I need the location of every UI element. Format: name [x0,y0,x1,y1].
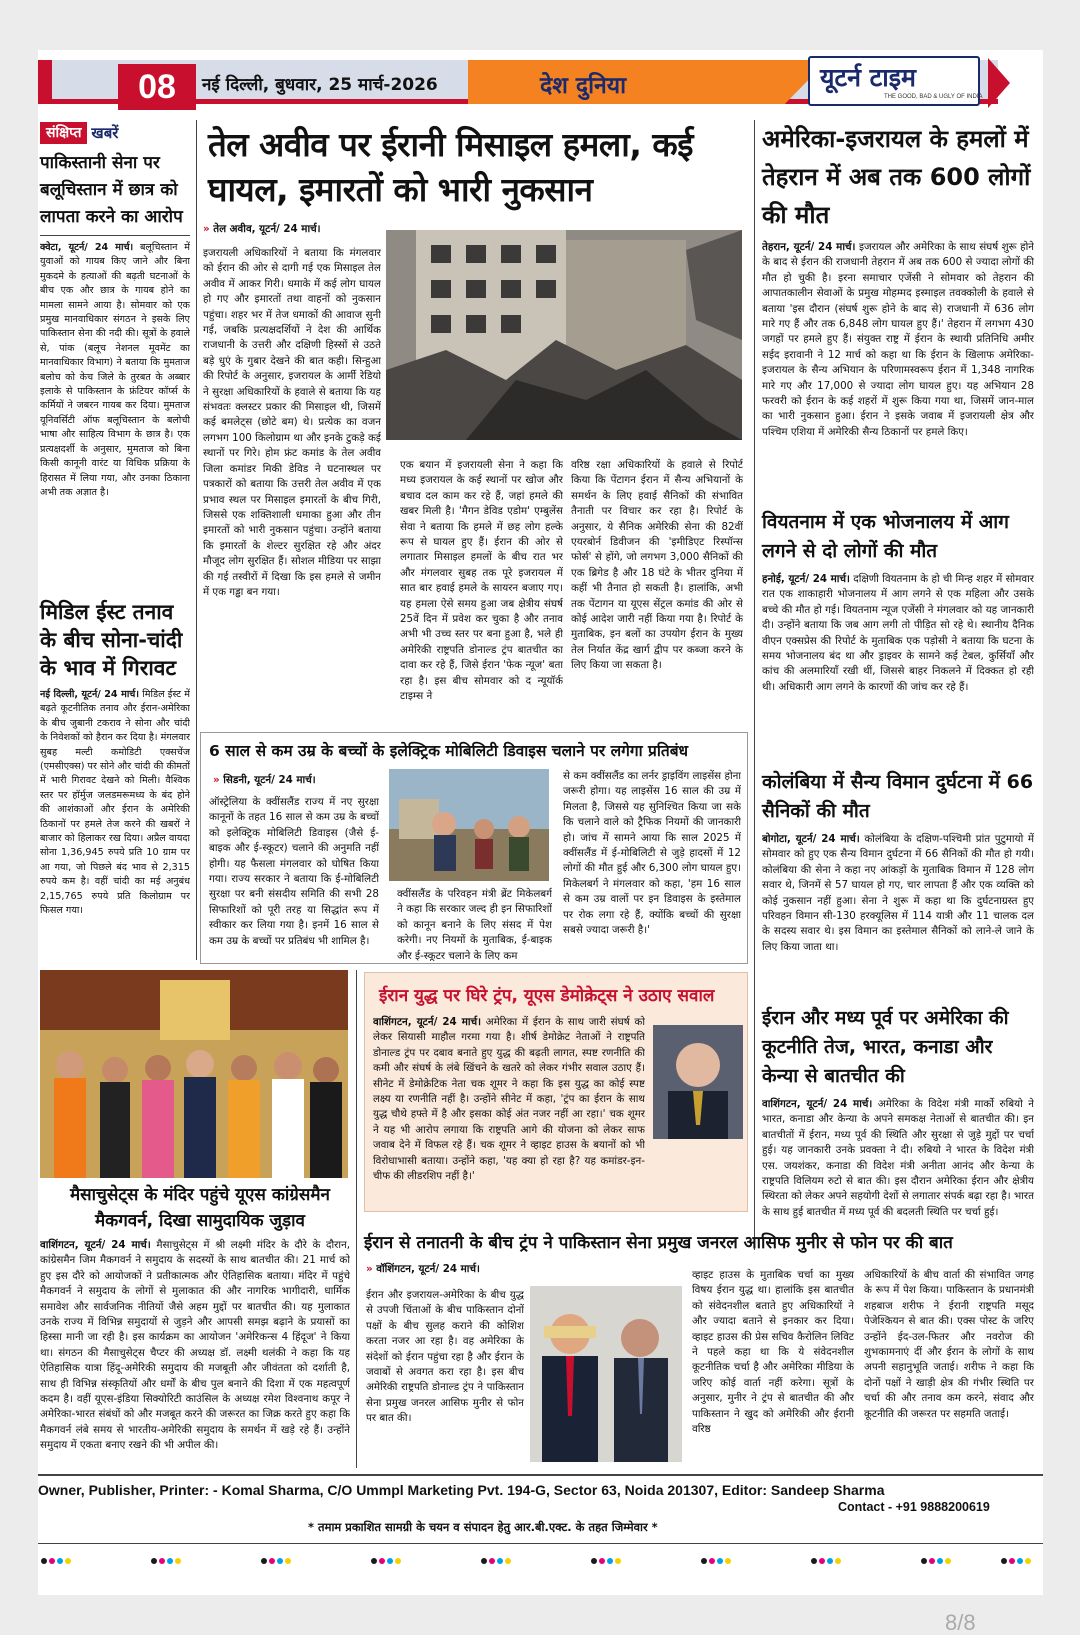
photo-children-ebike [389,769,549,881]
munir-column-2: व्हाइट हाउस के मुताबिक चर्चा का मुख्य विषय ईरान युद्ध था। हालांकि इस बातचीत को संवेदनशील बताते हुए अधिकारियों ने और ज्यादा बताने से इनकार कर दिया। व्हाइट हाउस की प्रेस सचिव कैरोलिन लिविट ने पहले कहा था कि ये संवेदनशील कूटनीतिक चर्चा है और अमेरिका मीडिया के जरिए कोई वार्ता नहीं करेगा। सूत्रों के अनुसार, मुनीर ने ट्रंप से बातचीत की और पाकिस्तान ने खुद को अमेरिकी और ईरानी वरिष्ठ [692,1269,854,1436]
lead-column-2: एक बयान में इजरायली सेना ने कहा कि मध्य इजरायल के कई स्थानों पर खोज और बचाव दल काम कर रहे हैं, जहां हमले की खबर मिली है। 'मैगन डेविड एडोम' एम्बुलेंस सेवा ने बताया कि हमले में छह लोग हल्के रूप से घायल हुए हैं। ईरान की ओर से लगातार मिसाइल हमलों के बीच रात भर और मंगलवार सुबह तक पूरे इजरायल में सात बार हवाई हमले के सायरन बजाए गए। यह हमला ऐसे समय हुआ जब क्षेत्रीय संघर्ष 25वें दिन में प्रवेश कर चुका है और तनाव अभी भी उच्च स्तर पर बना हुआ है, भले ही अमेरिकी राष्ट्रपति डोनाल्ड ट्रंप बातचीत का दावा कर रहे हैं, जिसे ईरान 'फेक न्यूज' बता रहा है। इस बीच सोमवार को द न्यूयॉर्क टाइम्स ने [400,459,563,703]
newspaper-page [38,50,1043,1595]
lead-column-3: वरिष्ठ रक्षा अधिकारियों के हवाले से रिपोर्ट किया कि पेंटागन ईरान में सैन्य अभियानों के समर्थन के लिए हवाई सैनिकों की संभावित तैनाती पर विचार कर रहा है। रिपोर्ट के अनुसार, ये सैनिक अमेरिकी सेना की 82वीं एयरबोर्न डिवीजन की 'इमीडिएट रिस्पॉन्स फोर्स' से होंगे, जो लगभग 3,000 सैनिकों की एक ब्रिगेड है और 18 घंटे के भीतर दुनिया में कहीं भी तैनात हो सकती है। हालांकि, अभी तक पेंटागन या यूएस सेंट्रल कमांड की ओर से कोई आदेश जारी नहीं किया गया है। रिपोर्ट के मुताबिक, इन बलों का उपयोग ईरान के मुख्य तेल निर्यात केंद्र खार्ग द्वीप पर कब्जा करने के लिए किया जा सकता है। [571,459,743,672]
registration-marks [38,1555,1043,1567]
story-box-schumer [364,972,748,1212]
header-section-band [468,60,828,104]
temple-byline: वाशिंगटन, यूटर्न/ 24 मार्च। [40,1239,151,1251]
temple-text: मैसाचुसेट्स में श्री लक्ष्मी मंदिर के दौरे के दौरान, कांग्रेसमैन जिम मैकगवर्न ने समुदाय के सदस्यों के साथ बातचीत की। 21 मार्च को हुए इस दौरे को आयोजकों ने प्रतीकात्मक और ऐतिहासिक बताया। मंदिर में पहुंचे मैकगवर्न ने समुदाय के लोगों से मुलाकात की और नागरिक भागीदारी, धार्मिक समावेश और सार्वजनिक नीतियों जैसे अहम मुद्दों पर बातचीत की। यह मुलाकात उनके राज्य में विभिन्न समुदायों से जुड़ने और आपसी समझ बढ़ाने के प्रयासों का हिस्सा मानी जा रही है। इस कार्यक्रम का आयोजन 'अमेरिकन्स 4 हिंदूज' ने किया था। संगठन की मैसाचुसेट्स चैप्टर की अध्यक्ष डॉ. लक्ष्मी थलंकी ने कहा कि यह ऐतिहासिक यात्रा हिंदू-अमेरिकी समुदाय की मजबूती और जीवंतता को दर्शाती है, साथ ही विभिन्न संस्कृतियों और धर्मों के बीच पुल बनाने की दिशा में एक महत्वपूर्ण कदम है। वहीं यूएस-इंडिया सिक्योरिटी काउंसिल के अध्यक्ष रमेश विश्वनाथ कपूर ने अमेरिका-भारत संबंधों को और मजबूत करने की जरूरत का जिक्र करते हुए कहा कि मैकगवर्न लंबे समय से भारतीय-अमेरिकी समुदाय के समर्थन में खड़े रहे हैं। उन्होंने समुदाय में एकता बनाए रखने की भी अपील की। [40,1239,350,1452]
edition-dateline: नई दिल्ली, बुधवार, 25 मार्च-2026 [202,75,438,95]
ebike-column-3: से कम क्वींसलैंड का लर्नर ड्राइविंग लाइसेंस होना जरूरी होगा। यह लाइसेंस 16 साल की उम्र में मिलता है, जिससे यह सुनिश्चित किया जा सके कि चलाने वाले को ट्रैफिक नियमों की जानकारी हो। जांच में सामने आया कि साल 2025 में क्वींसलैंड में ई-मोबिलिटी से जुड़े हादसों में 12 लोगों की मौत हुई और 6,300 लोग घायल हुए। मिकेलबर्ग ने मंगलवार को कहा, 'हम 16 साल से कम उम्र वालों पर इन डिवाइस के इस्तेमाल पर रोक लगा रहे हैं, क्योंकि बच्चों की सुरक्षा सबसे ज्यादा जरूरी है।' [563,770,741,937]
brief-text: मिडिल ईस्ट में बढ़ते कूटनीतिक तनाव और ईरान-अमेरिका के बीच जुबानी टकराव ने सोना और चांदी के निवेशकों को हैरान कर दिया है। मंगलवार सुबह मल्टी कमोडिटी एक्सचेंज (एमसीएक्स) पर सोने और चांदी की कीमतों में भारी गिरावट देखने को मिली। वैश्विक स्तर पर हॉर्मुज जलडमरूमध्य के बंद होने की आशंकाओं और ईरान के अमेरिकी ठिकानों पर हमले तेज करने की खबरों ने बाजार को हिलाकर रख दिया। अप्रैल वायदा सोना 1,36,945 रुपये प्रति 10 ग्राम पर आ गया, जो पिछले बंद भाव से 2,315 रुपये कम है। वहीं चांदी का मई अनुबंध 2,15,765 रुपये प्रति किलोग्राम पर फिसल गया। [40,689,190,917]
vietnam-body [762,572,1034,758]
story-diplomacy [762,1004,1034,1249]
briefs-tag-b: खबरें [91,124,119,142]
colombia-headline: कोलंबिया में सैन्य विमान दुर्घटना में 66 सैनिकों की मौत [762,771,1034,822]
schumer-byline: वाशिंगटन, यूटर्न/ 24 मार्च। [373,1016,482,1028]
brief-byline: क्वेटा, यूटर्न/ 24 मार्च। [40,242,134,253]
story-box-ebike [200,732,748,964]
briefs-label [40,122,122,144]
schumer-text: अमेरिका में ईरान के साथ जारी संघर्ष को लेकर सियासी माहौल गरमा गया है। शीर्ष डेमोक्रेट नेताओं ने राष्ट्रपति डोनाल्ड ट्रंप पर दबाव बनाते हुए युद्ध की बढ़ती लागत, स्पष्ट रणनीति की कमी और संघर्ष के लंबे खिंचने के खतरे को लेकर गंभीर सवाल उठाए हैं। सीनेट में डेमोक्रेटिक नेता चक शूमर ने कहा कि इस युद्ध का कोई स्पष्ट लक्ष्य या रणनीति नहीं है। उन्होंने सीनेट में कहा, 'ट्रंप का ईरान के साथ युद्ध चौथे हफ्ते में है और इसका कोई अंत नजर नहीं आ रहा।' चक शूमर ने यह भी आरोप लगाया कि राष्ट्रपति आगे की योजना को लेकर साफ जवाब देने में विफल रहे हैं। चक शूमर ने व्हाइट हाउस के बयानों को भी विरोधाभासी बताया। उन्होंने कहा, 'यह क्या हो रहा है? यह कमांडर-इन-चीफ की लीडरशिप नहीं है।' [373,1016,645,1183]
colombia-byline: बोगोटा, यूटर्न/ 24 मार्च। [762,833,860,845]
column-divider [356,970,357,1468]
diplomacy-byline: वाशिंगटन, यूटर्न/ 24 मार्च। [762,1098,873,1110]
photo-schumer [653,1025,743,1139]
brief-body [40,241,190,576]
story-vietnam [762,508,1034,758]
munir-byline-wrap [366,1262,526,1277]
two-leaders-photo [530,1286,682,1462]
photo-temple-visit [40,970,348,1178]
arrow-icon [988,58,1010,108]
masthead-logo [808,56,983,106]
vietnam-text: दक्षिणी वियतनाम के हो ची मिन्ह शहर में सोमवार रात एक शाकाहारी भोजनालय में आग लगने से एक महिला और उसके बच्चे की मौत हो गई। वियतनाम न्यूज एजेंसी ने मंगलवार को यह जानकारी दी। उन्होंने बताया कि जब आग लगी तो पीड़ित सो रहे थे। स्थानीय दैनिक वीएन एक्सप्रेस की रिपोर्ट के मुताबिक एक पड़ोसी ने बताया कि घटना के समय भोजनालय बंद था और ड्राइवर के सामने कई टेबल, कुर्सियाँ और कांच की अलमारियाँ रखी थीं, जिससे बाहर निकलने में दिक्कत हो रही थी। अधिकारी आग लगने के कारणों की जांच कर रहे हैं। [762,573,1034,693]
ebike-byline: सिडनी, यूटर्न/ 24 मार्च। [223,774,316,786]
logo-tagline: THE GOOD, BAD & UGLY OF INDIA [884,94,983,100]
colombia-text: कोलंबिया के दक्षिण-पश्चिमी प्रांत पुटुमायो में सोमवार को हुए एक सैन्य विमान दुर्घटना में 66 सैनिकों की मौत हो गयी। कोलंबिया की सेना ने कहा नए आंकड़ों के मुताबिक विमान में 128 लोग सवार थे, जिनमें से 57 घायल हो गए, चार लापता हैं और एक व्यक्ति को कोई नुकसान नहीं हुआ। सेना ने शुरू में कहा था कि दुर्घटनाग्रस्त हुए परिवहन विमान सी-130 हरक्यूलिस में 114 यात्री और 11 चालक दल के सदस्य सवार थे। इस विमान का इस्तेमाल सैनिकों को लाने-ले जाने के लिए किया जाता था। [762,833,1034,953]
portrait-photo [653,1025,743,1139]
viewer-page-indicator: 8/8 [945,1610,976,1635]
story-colombia [762,768,1034,990]
chevron-right-icon: » [203,223,214,235]
vietnam-headline: वियतनाम में एक भोजनालय में आग लगने से दो लोगों की मौत [762,511,1009,562]
briefs-tag-a: संक्षिप्त [40,122,87,144]
temple-group-photo [40,970,348,1178]
footer-rule-bottom [38,1543,1043,1544]
chevron-right-icon: » [213,774,224,786]
ebike-column-1: ऑस्ट्रेलिया के क्वींसलैंड राज्य में नए सुरक्षा कानूनों के तहत 16 साल से कम उम्र के बच्चों को इलेक्ट्रिक मोबिलिटी डिवाइस (जैसे ई-बाइक और ई-स्कूटर) चलाने की अनुमति नहीं होगी। यह फैसला मंगलवार को घोषित किया गया। राज्य सरकार ने बताया कि ई-मोबिलिटी सुरक्षा पर बनी संसदीय समिति की सभी 28 सिफारिशों को पूरी तरह या सिद्धांत रूप में स्वीकार कर लिया गया है। इनमें 16 साल से कम उम्र के बच्चों पर प्रतिबंध भी शामिल है। [209,796,379,947]
children-ebike-photo [389,769,549,881]
diplomacy-text: अमेरिका के विदेश मंत्री मार्को रुबियो ने भारत, कनाडा और केन्या के अपने समकक्ष नेताओं से बातचीत की। इन बातचीतों में ईरान, मध्य पूर्व की स्थिति और सुरक्षा से जुड़े मुद्दों पर चर्चा हुई। यह जानकारी उनके प्रवक्ता ने दी। रुबियो ने भारत के विदेश मंत्री एस. जयशंकर, कनाडा की विदेश मंत्री अनीता आनंद और केन्या के राष्ट्रपति विलियम रुटो से बात की। इस दौरान अमेरिका ईरान और क्षेत्रीय स्थिरता को लेकर अपने सहयोगी देशों से लगातार संपर्क बढ़ा रहा है। भारत के साथ हुई बातचीत में मध्य पूर्व की बदलती स्थिति पर चर्चा हुई। [762,1098,1034,1218]
footer-contact: Contact - +91 9888200619 [838,1500,990,1514]
temple-headline: मैसाचुसेट्स के मंदिर पहुंचे यूएस कांग्रेसमैन मैकगवर्न, दिखा सामुदायिक जुड़ाव [70,1185,330,1231]
page-header [38,54,1043,110]
ebike-column-2: क्वींसलैंड के परिवहन मंत्री ब्रेंट मिकेलबर्ग ने कहा कि सरकार जल्द ही इन सिफारिशों को कानून बनाने के लिए संसद में पेश करेगी। नए नियमों के मुताबिक, ई-बाइक और ई-स्कूटर चलाने के लिए कम [397,888,552,961]
vietnam-byline: हनोई, यूटर्न/ 24 मार्च। [762,573,850,585]
header-left-bar [38,60,52,104]
tehran-text: इजरायल और अमेरिका के साथ संघर्ष शुरू होने के बाद से ईरान की राजधानी तेहरान में अब तक 600 से ज्यादा लोगों की मौत हो चुकी है। इरना समाचार एजेंसी ने सोमवार को तेहरान की आपातकालीन सेवाओं के प्रमुख मोहम्मद इस्माइल तवक्कोली के हवाले से बताया 'इस दौरान (संघर्ष शुरू होने के बाद से) राजधानी में 636 लोग मारे गए हैं और तक 6,848 लोग घायल हुए हैं।' तेहरान में लगभग 430 जगहों पर हमले हुए हैं। संयुक्त राष्ट्र में ईरान के स्थायी प्रतिनिधि अमीर सईद इरावानी ने 12 मार्च को कहा था कि ईरान के खिलाफ अमेरिका-इजरायल के सैन्य अभियान के परिणामस्वरूप ईरान में 1,348 नागरिक मारे गए और 17,000 से ज्यादा लोग घायल हुए। यह अभियान 28 फरवरी को ईरान के कई शहरों में शुरू किया गया था, जिसमें जान-माल का भारी नुकसान हुआ। ईरान ने इसके जवाब में इजरायली क्षेत्र और पश्चिम एशिया में अमेरिकी सैन्य ठिकानों पर हमले किए। [762,241,1034,438]
logo-text: यूटर्न टाइम [820,63,916,92]
footer-rule [38,1474,1043,1476]
diplomacy-headline: ईरान और मध्य पूर्व पर अमेरिका की कूटनीति तेज, भारत, कनाडा और केन्या से बातचीत की [762,1007,1009,1087]
page-number: 08 [118,64,196,110]
damaged-building-photo [386,230,742,440]
schumer-body [373,1015,645,1207]
photo-tel-aviv-damage [386,230,742,440]
footer-imprint: Owner, Publisher, Printer: - Komal Sharma, C/O Ummpl Marketing Pvt. 194-G, Sector 63, Noida 201307, Editor: Sandeep Sharma [38,1482,885,1498]
ebike-headline: 6 साल से कम उम्र के बच्चों के इलेक्ट्रिक मोबिलिटी डिवाइस चलाने पर लगेगा प्रतिबंध [209,742,689,760]
brief-byline: नई दिल्ली, यूटर्न/ 24 मार्च। [40,689,140,700]
brief-story-balochistan [40,150,190,576]
tehran-body [762,240,1034,490]
brief-story-gold [40,598,190,1004]
temple-body [40,1238,350,1466]
colombia-body [762,832,1034,990]
munir-headline: ईरान से तनातनी के बीच ट्रंप ने पाकिस्तान सेना प्रमुख जनरल आसिफ मुनीर से फोन पर की बात [364,1233,953,1253]
footer-disclaimer: * तमाम प्रकाशित सामग्री के चयन व संपादन हेतु आर.बी.एक्ट. के तहत जिम्मेवार * [308,1520,658,1534]
brief-text: बलूचिस्तान में युवाओं को गायब किए जाने और बिना मुकदमे के हत्याओं की बढ़ती घटनाओं के बीच एक और छात्र के गायब होने का मामला सामने आया है। सोमवार को एक प्रमुख मानवाधिकार संगठन ने इसके लिए पाकिस्तान सेना की नदी की। सूत्रों के हवाले से, पांक (बलूच नेशनल मूवमेंट का मानवाधिकार विभाग) ने बताया कि मुमताज बलोच को केच जिले के तुरबत के अब्बार इलाके से पाकिस्तान के फ्रंटियर कॉर्प्स के कर्मियों ने जबरन गायब कर दिया। मुमताज यूनिवर्सिटी ऑफ बलूचिस्तान के बलोची भाषा और साहित्य विभाग के छात्र है। एक प्रत्यक्षदर्शी के अनुसार, मुमताज को बिना किसी कानूनी वारंट या विधिक प्रक्रिया के हिरासत में लिया गया, और उनका ठिकाना अभी तक अज्ञात है। [40,242,190,498]
tehran-headline: अमेरिका-इजरायल के हमलों में तेहरान में अब तक 600 लोगों की मौत [762,125,1031,229]
column-divider [196,120,197,960]
brief-headline: मिडिल ईस्ट तनाव के बीच सोना-चांदी के भाव में गिरावट [40,600,183,680]
brief-body [40,688,190,1004]
diplomacy-body [762,1097,1034,1249]
tehran-byline: तेहरान, यूटर्न/ 24 मार्च। [762,241,856,253]
section-title: देश दुनिया [540,73,627,99]
lead-byline-wrap [203,222,393,237]
column-divider [754,120,755,1250]
photo-trump-munir [530,1286,682,1462]
schumer-headline: ईरान युद्ध पर घिरे ट्रंप, यूएस डेमोक्रेट्स ने उठाए सवाल [379,986,715,1006]
lead-headline: तेल अवीव पर ईरानी मिसाइल हमला, कई घायल, इमारतों को भारी नुकसान [208,125,693,209]
ebike-byline-wrap [213,773,383,788]
munir-column-1: ईरान और इजरायल-अमेरिका के बीच युद्ध से उपजी चिंताओं के बीच पाकिस्तान दोनों पक्षों के बीच सुलह कराने की कोशिश करता नजर आ रहा है। वह अमेरिका के संदेशों को ईरान पहुंचा रहा है और ईरान के जवाबों से अवगत करा रहा है। इस बीच अमेरिकी राष्ट्रपति डोनाल्ड ट्रंप ने पाकिस्तान सेना प्रमुख जनरल आसिफ मुनीर से फोन पर बात की। [366,1289,524,1425]
munir-byline: वॉशिंगटन, यूटर्न/ 24 मार्च। [376,1263,480,1275]
story-tehran [762,120,1034,490]
chevron-right-icon: » [366,1263,377,1275]
lead-byline: तेल अवीव, यूटर्न/ 24 मार्च। [213,223,321,235]
lead-column-1: इजरायली अधिकारियों ने बताया कि मंगलवार को ईरान की ओर से दागी गई एक मिसाइल तेल अवीव में आकर गिरी। धमाके में कई लोग घायल हो गए और इमारतों तथा वाहनों को नुकसान पहुंचा। शहर भर में तेज धमाकों की आवाज सुनी गई, जबकि प्रत्यक्षदर्शियों ने देश की आर्थिक राजधानी के उत्तरी और दक्षिणी हिस्सों से उठते बड़े धुएं के गुबार देखने की बात कही। सिन्हुआ की रिपोर्ट के अनुसार, इजरायल के आर्मी रेडियो ने सुरक्षा अधिकारियों के हवाले से बताया कि यह संभवतः क्लस्टर प्रकार की मिसाइल थी, जिसमें कई बमलेट्स (छोटे बम) थे। प्रत्येक का वजन लगभग 100 किलोग्राम था और इनके टुकड़े कई स्थानों पर गिरे। होम फ्रंट कमांड के तेल अवीव जिला कमांडर मिकी डेविड ने घटनास्थल पर पत्रकारों को बताया कि उत्तरी तेल अवीव में एक प्रभाव स्थल पर मिसाइल इमारतों के बीच गिरी, जिससे एक शक्तिशाली धमाका हुआ और तीन इमारतों को भारी नुकसान पहुंचा। उन्होंने बताया कि इमारतों के शेल्टर सुरक्षित रहे और अंदर मौजूद लोग सुरक्षित हैं। सोशल मीडिया पर साझा की गई तस्वीरों में दिखा कि इस हमले से जमीन में एक गड्ढा बन गया। [203,247,381,598]
divider [40,235,190,236]
munir-column-3: अधिकारियों के बीच वार्ता की संभावित जगह के रूप में पेश किया। पाकिस्तान के प्रधानमंत्री शहबाज शरीफ ने ईरानी राष्ट्रपति मसूद पेजेश्कियन से बात की। एक्स पोस्ट के जरिए उन्होंने ईद-उल-फितर और नवरोज की शुभकामनाएं दीं और ईरान के लोगों के साथ अपनी सहानुभूति जताई। शरीफ ने कहा कि दोनों पक्षों ने खाड़ी क्षेत्र की गंभीर स्थिति पर चर्चा की और तनाव कम करने, संवाद और कूटनीति की जरूरत पर सहमति जताई। [864,1269,1034,1420]
brief-headline: पाकिस्तानी सेना पर बलूचिस्तान में छात्र को लापता करने का आरोप [40,153,183,227]
